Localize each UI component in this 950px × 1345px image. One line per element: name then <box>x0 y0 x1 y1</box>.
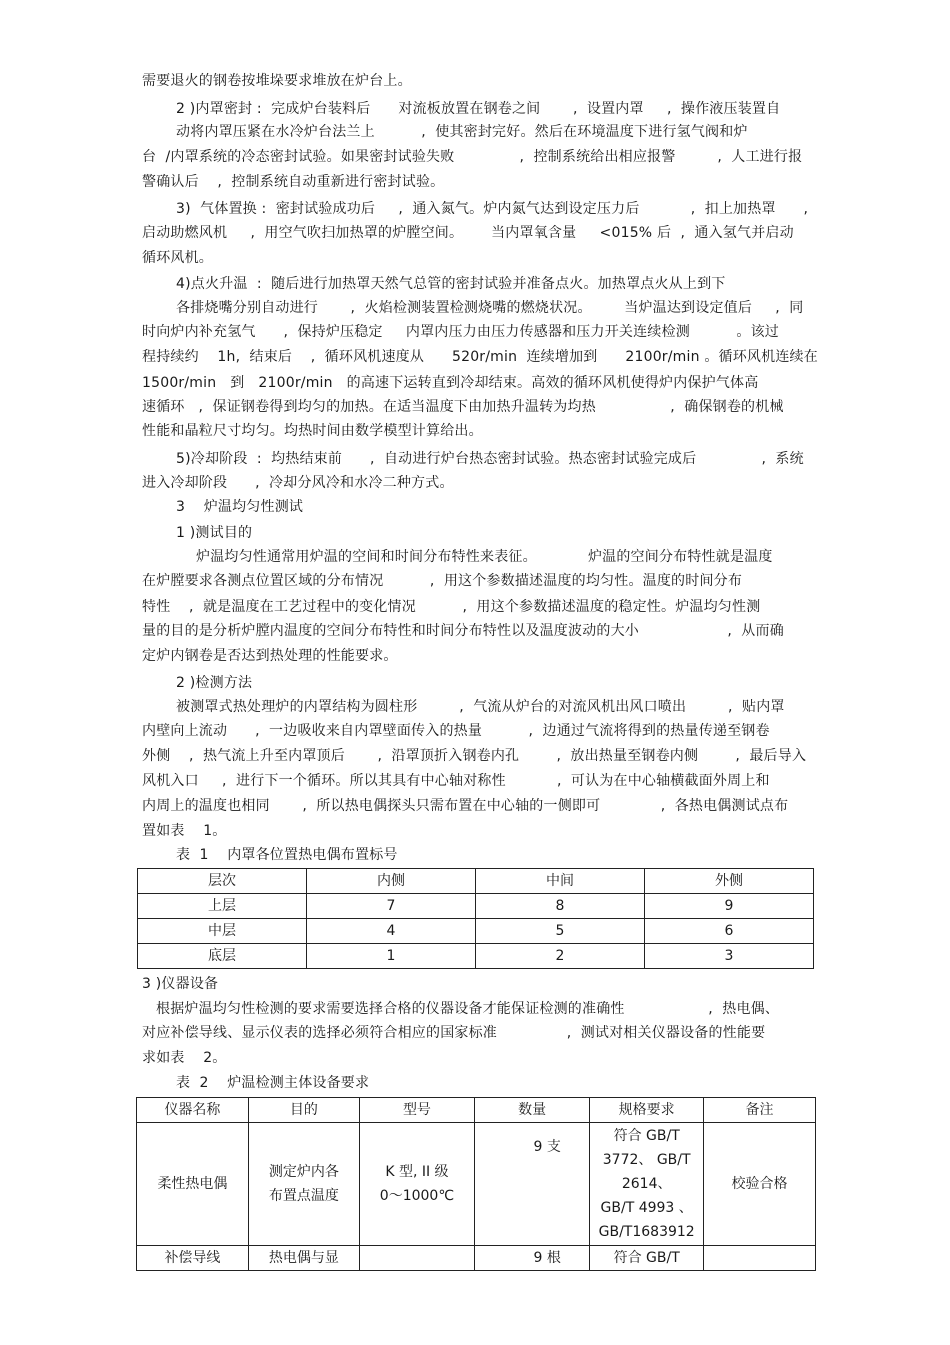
table-header-cell: 备注 <box>704 1098 816 1123</box>
table-cell <box>359 1123 474 1246</box>
text-line: 各排烧嘴分别自动进行 , 火焰检测装置检测烧嘴的燃烧状况。 当炉温达到设定值后 , 同 <box>176 300 804 316</box>
table-cell: 8 <box>476 894 645 919</box>
section-heading: 3 炉温均匀性测试 <box>176 499 304 515</box>
table-cell: 中层 <box>138 919 307 944</box>
table-cell: 热电偶与显 <box>248 1246 359 1271</box>
text-line: 循环风机。 <box>142 250 213 266</box>
text-line: 内周上的温度也相同 , 所以热电偶探头只需布置在中心轴的一侧即可 , 各热电偶测试点布 <box>142 798 789 814</box>
table-cell: 柔性热电偶 <box>137 1123 249 1246</box>
thermocouple-layout-table <box>137 868 814 969</box>
table-cell: 3 <box>645 944 814 969</box>
table-header-cell: 内侧 <box>307 869 476 894</box>
text-line: 炉温均匀性通常用炉温的空间和时间分布特性来表征。 炉温的空间分布特性就是温度 <box>196 549 773 565</box>
text-line: 3) 气体置换 : 密封试验成功后 , 通入氮气。炉内氮气达到设定压力后 , 扣上加热罩 , <box>176 201 809 217</box>
text-line: 特性 , 就是温度在工艺过程中的变化情况 , 用这个参数描述温度的稳定性。炉温均匀性测 <box>142 599 761 615</box>
subsection-heading: 2 )检测方法 <box>176 675 253 691</box>
table-cell: 4 <box>307 919 476 944</box>
table-header-cell: 数量 <box>475 1098 590 1123</box>
table-header-cell: 外侧 <box>645 869 814 894</box>
table-header-row <box>137 1098 816 1123</box>
text-line: 5)冷却阶段 : 均热结束前 , 自动进行炉台热态密封试验。热态密封试验完成后 , 系统 <box>176 451 804 467</box>
text-line: 内壁向上流动 , 一边吸收来自内罩壁面传入的热量 , 边通过气流将得到的热量传递至钢卷 <box>142 723 770 739</box>
table-caption: 表 1 内罩各位置热电偶布置标号 <box>176 847 398 863</box>
text-line: 需要退火的钢卷按堆垛要求堆放在炉台上。 <box>142 73 412 89</box>
text-line: 动将内罩压紧在水冷炉台法兰上 , 使其密封完好。然后在环境温度下进行氢气阀和炉 <box>176 124 748 140</box>
table-caption: 表 2 炉温检测主体设备要求 <box>176 1075 370 1091</box>
table-cell: 校验合格 <box>704 1123 816 1246</box>
text-line: 警确认后 , 控制系统自动重新进行密封试验。 <box>142 174 445 190</box>
text-line: 在炉膛要求各测点位置区域的分布情况 , 用这个参数描述温度的均匀性。温度的时间分布 <box>142 573 743 589</box>
text-line: 量的目的是分析炉膛内温度的空间分布特性和时间分布特性以及温度波动的大小 , 从而确 <box>142 623 784 639</box>
table-cell <box>704 1246 816 1271</box>
table-cell: 底层 <box>138 944 307 969</box>
table-cell <box>359 1246 474 1271</box>
text-line: 求如表 2。 <box>142 1050 227 1066</box>
table-row <box>138 894 814 919</box>
text-line: 启动助燃风机 , 用空气吹扫加热罩的炉膛空间。 当内罩氧含量 <015% 后 , 通入氢气并启动 <box>142 225 794 241</box>
table-cell: 1 <box>307 944 476 969</box>
subsection-heading: 1 )测试目的 <box>176 525 253 541</box>
equipment-requirements-table <box>136 1097 816 1271</box>
text-line: 定炉内钢卷是否达到热处理的性能要求。 <box>142 648 398 664</box>
text-line: 性能和晶粒尺寸均匀。均热时间由数学模型计算给出。 <box>142 423 483 439</box>
cell-line: K 型, II 级 <box>385 1164 449 1180</box>
cell-line: 测定炉内各 <box>268 1164 339 1180</box>
text-line: 台 /内罩系统的冷态密封试验。如果密封试验失败 , 控制系统给出相应报警 , 人工进行报 <box>142 149 803 165</box>
table-header-cell: 仪器名称 <box>137 1098 249 1123</box>
text-line: 4)点火升温 : 随后进行加热罩天然气总管的密封试验并准备点火。加热罩点火从上到下 <box>176 276 726 292</box>
table-row <box>138 919 814 944</box>
table-cell: 9 <box>645 894 814 919</box>
table-header-row <box>138 869 814 894</box>
text-line: 置如表 1。 <box>142 823 227 839</box>
table-row <box>137 1123 816 1246</box>
table-cell: 补偿导线 <box>137 1246 249 1271</box>
table-cell: 6 <box>645 919 814 944</box>
cell-line: 0～1000℃ <box>379 1188 455 1204</box>
table-row <box>138 944 814 969</box>
text-line: 根据炉温均匀性检测的要求需要选择合格的仪器设备才能保证检测的准确性 , 热电偶、 <box>156 1001 780 1017</box>
table-cell: 7 <box>307 894 476 919</box>
table-cell <box>590 1123 704 1246</box>
cell-line: 布置点温度 <box>268 1188 339 1204</box>
cell-line: 3772、 GB/T <box>602 1152 691 1168</box>
table-header-cell: 中间 <box>476 869 645 894</box>
table-cell <box>248 1123 359 1246</box>
text-line: 风机入口 , 进行下一个循环。所以其具有中心轴对称性 , 可认为在中心轴横截面外周上和 <box>142 773 770 789</box>
text-line: 1500r/min 到 2100r/min 的高速下运转直到冷却结束。高效的循环风机使得炉内保护气体高 <box>142 375 759 391</box>
table-header-cell: 型号 <box>359 1098 474 1123</box>
text-line: 2 )内罩密封 : 完成炉台装料后 对流板放置在钢卷之间 , 设置内罩 , 操作液压装置自 <box>176 101 781 117</box>
cell-line: GB/T 4993 、 <box>600 1200 693 1216</box>
table-cell: 9 根 <box>475 1246 590 1271</box>
table-cell: 9 支 <box>475 1123 590 1246</box>
table-cell: 上层 <box>138 894 307 919</box>
text-line: 进入冷却阶段 , 冷却分风冷和水冷二种方式。 <box>142 475 454 491</box>
subsection-heading: 3 )仪器设备 <box>142 976 219 992</box>
cell-line: GB/T1683912 <box>598 1224 695 1240</box>
cell-line: 2614、 <box>621 1176 672 1192</box>
text-line: 速循环 , 保证钢卷得到均匀的加热。在适当温度下由加热升温转为均热 , 确保钢卷的机械 <box>142 399 784 415</box>
table-header-cell: 目的 <box>248 1098 359 1123</box>
table-header-cell: 层次 <box>138 869 307 894</box>
text-line: 外侧 , 热气流上升至内罩顶后 , 沿罩顶折入钢卷内孔 , 放出热量至钢卷内侧 , 最后导入 <box>142 748 807 764</box>
text-line: 程持续约 1h, 结束后 , 循环风机速度从 520r/min 连续增加到 2100r/min 。循环风机连续在 <box>142 349 818 365</box>
text-line: 被测罩式热处理炉的内罩结构为圆柱形 , 气流从炉台的对流风机出风口喷出 , 贴内罩 <box>176 699 785 715</box>
table-header-cell: 规格要求 <box>590 1098 704 1123</box>
table-row <box>137 1246 816 1271</box>
text-line: 对应补偿导线、显示仪表的选择必须符合相应的国家标准 , 测试对相关仪器设备的性能要 <box>142 1025 766 1041</box>
cell-line: 符合 GB/T <box>613 1128 680 1144</box>
table-cell: 2 <box>476 944 645 969</box>
text-line: 时向炉内补充氢气 , 保持炉压稳定 内罩内压力由压力传感器和压力开关连续检测 。该过 <box>142 324 780 340</box>
table-cell: 符合 GB/T <box>590 1246 704 1271</box>
table-cell: 5 <box>476 919 645 944</box>
